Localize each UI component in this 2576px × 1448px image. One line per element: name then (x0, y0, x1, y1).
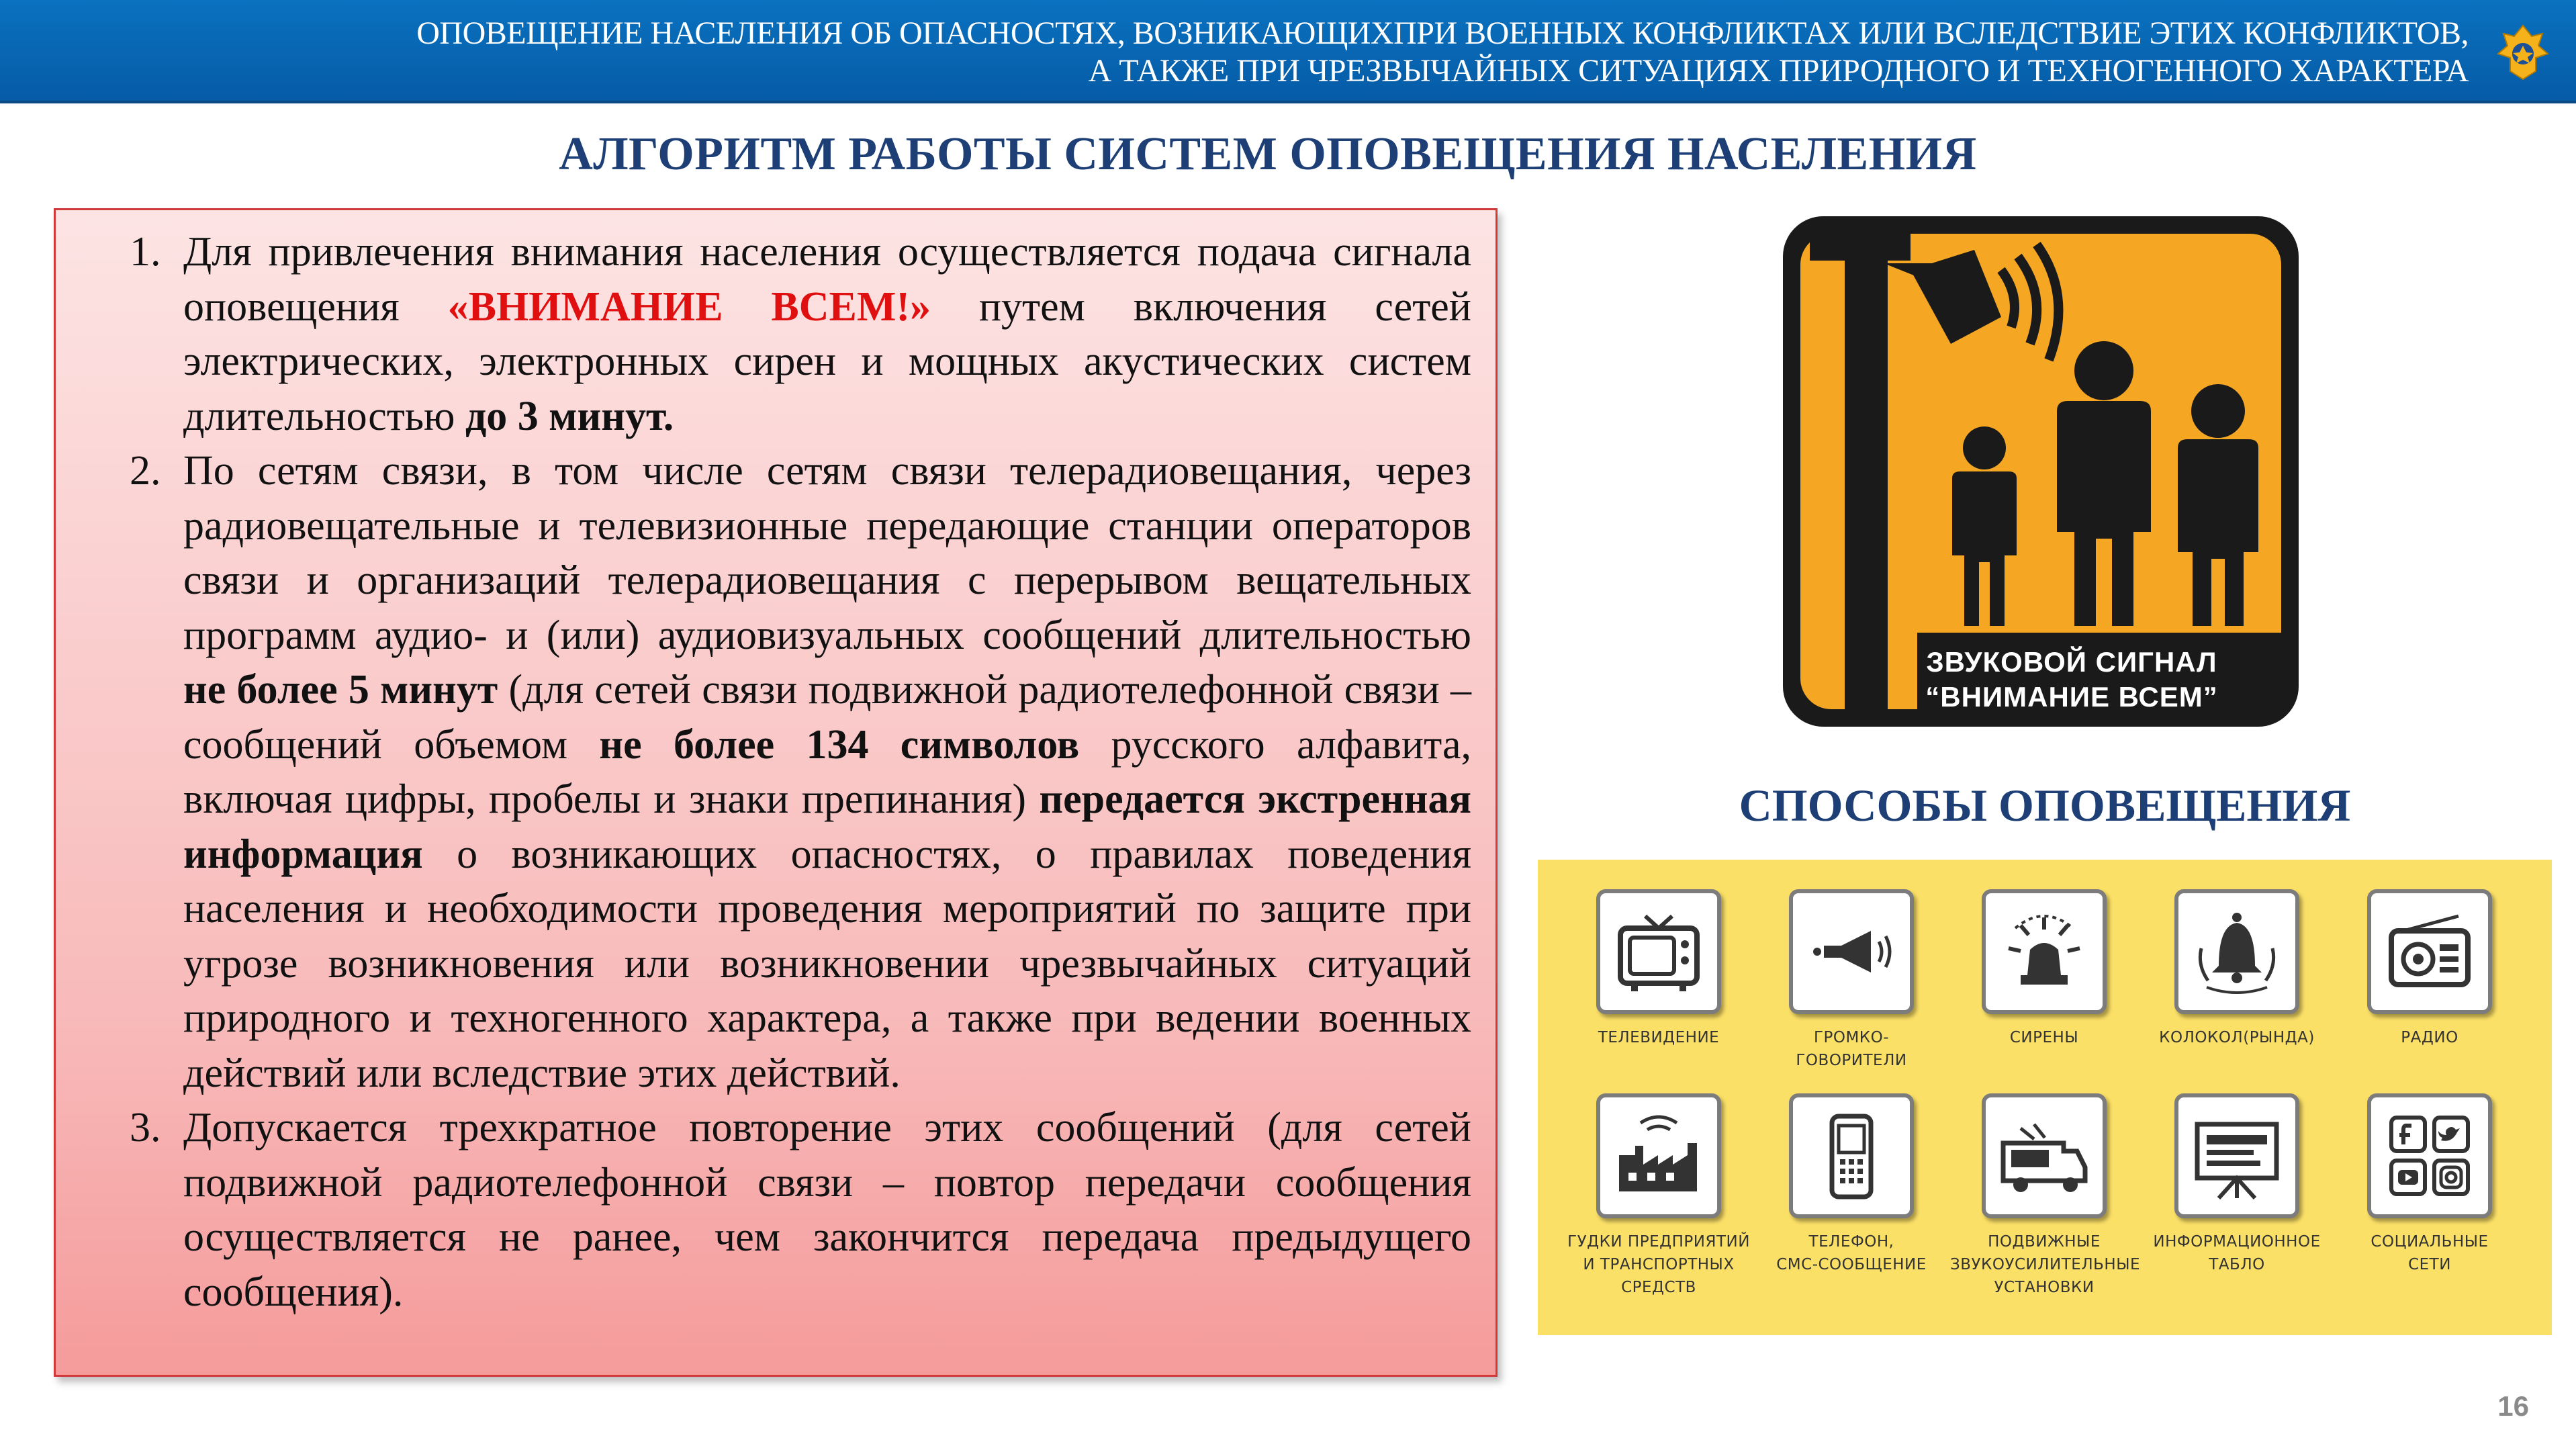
method-tv (1565, 889, 1753, 1049)
method-label: ГУДКИ ПРЕДПРИЯТИЙ И ТРАНСПОРТНЫХ СРЕДСТВ (1567, 1233, 1750, 1296)
algorithm-item-3 (76, 1101, 1471, 1320)
method-label: ПОДВИЖНЫЕ ЗВУКОУСИЛИТЕЛЬНЫЕ УСТАНОВКИ (1950, 1233, 2141, 1296)
methods-title: СПОСОБЫ ОПОВЕЩЕНИЯ (1739, 780, 2351, 831)
text-segment: русского алфавита, включая цифры, пробелы и знаки препинания) (183, 721, 1471, 822)
header-title (185, 15, 2469, 90)
caption-line: “ВНИМАНИЕ ВСЕМ” (1925, 681, 2218, 713)
phone-icon (1789, 1093, 1914, 1218)
algorithm-box (54, 208, 1498, 1377)
algorithm-list (76, 225, 1471, 1320)
method-label: ТЕЛЕВИДЕНИЕ (1598, 1029, 1720, 1046)
page-title: АЛГОРИТМ РАБОТЫ СИСТЕМ ОПОВЕЩЕНИЯ НАСЕЛЕНИЯ (559, 128, 1977, 180)
method-radio (2336, 889, 2524, 1049)
van-icon (1982, 1093, 2107, 1218)
symbols-highlight: не более 134 символов (599, 721, 1080, 768)
method-phone-sms (1757, 1093, 1945, 1276)
method-social-networks (2336, 1093, 2524, 1276)
caption-line: ЗВУКОВОЙ СИГНАЛ (1926, 646, 2217, 678)
attention-signal-highlight: «ВНИМАНИЕ ВСЕМ!» (447, 283, 931, 330)
text-segment: По сетям связи, в том числе сетям связи телерадиовещания, через радиовещательные и телевизионные передающие станции операторов связи и организаций телерадиовещания с перерывом вещательных программ аудио- и (или) аудиовизуальных сообщений длительностью (183, 448, 1471, 658)
header-bar (0, 0, 2576, 103)
page-number: 16 (2497, 1390, 2529, 1422)
method-sirens (1950, 889, 2138, 1049)
bell-icon (2174, 889, 2299, 1014)
factory-icon (1596, 1093, 1721, 1218)
item-number: 3. (130, 1105, 161, 1150)
method-info-board (2143, 1093, 2331, 1276)
method-label: СИРЕНЫ (2009, 1029, 2079, 1046)
text-segment: путем включения сетей электрических, электронных сирен и мощных акустических систем длительностью (183, 283, 1471, 439)
method-label: ТЕЛЕФОН, СМС-СООБЩЕНИЕ (1776, 1233, 1927, 1273)
header-line-2: А ТАКЖЕ ПРИ ЧРЕЗВЫЧАЙНЫХ СИТУАЦИЯХ ПРИРОДНОГО И ТЕХНОГЕННОГО ХАРАКТЕРА (1088, 53, 2469, 89)
method-factory-horns (1565, 1093, 1753, 1299)
method-loudspeakers (1757, 889, 1945, 1072)
algorithm-item-1 (76, 225, 1471, 444)
signal-caption (1837, 645, 2307, 715)
method-label: РАДИО (2401, 1029, 2458, 1046)
item-number: 1. (130, 229, 161, 275)
tv-icon (1596, 889, 1721, 1014)
method-bell (2143, 889, 2331, 1049)
pole-shape (1845, 234, 1888, 709)
item-text: Допускается трехкратное повторение этих сообщений (для сетей подвижной радиотелефонной связи – повтор передачи сообщения осуществляется не ранее, чем закончится передача предыдущего сообщения). (183, 1105, 1471, 1315)
header-line-1: ОПОВЕЩЕНИЕ НАСЕЛЕНИЯ ОБ ОПАСНОСТЯХ, ВОЗНИКАЮЩИХПРИ ВОЕННЫХ КОНФЛИКТАХ ИЛИ ВСЛЕДСТВИЕ ЭТИХ КОНФЛИКТОВ, (416, 15, 2469, 51)
item-number: 2. (130, 448, 161, 494)
algorithm-item-2 (76, 444, 1471, 1101)
emchs-emblem-icon (2494, 21, 2552, 83)
loudspeaker-icon (1789, 889, 1914, 1014)
attention-signal-image (1783, 216, 2299, 727)
method-label: ГРОМКО- ГОВОРИТЕЛИ (1796, 1029, 1907, 1069)
item-text (183, 225, 1471, 444)
method-mobile-loudspeakers (1950, 1093, 2141, 1299)
text-segment: о возникающих опасностях, о правилах поведения населения и необходимости проведения мероприятий по защите при угрозе возникновения или возникновении чрезвычайных ситуаций природного и техногенного характера, а также при ведении военных действий или вследствие этих действий. (183, 831, 1471, 1096)
duration-highlight: не более 5 минут (183, 667, 498, 713)
method-label: ИНФОРМАЦИОННОЕ ТАБЛО (2153, 1233, 2321, 1273)
text-segment: (для сетей связи подвижной радиотелефонной связи – сообщений объемом (183, 667, 1472, 768)
duration-highlight: до 3 минут. (465, 393, 674, 439)
item-text (183, 444, 1471, 1101)
text-segment: Для привлечения внимания населения осуществляется подача сигнала оповещения (183, 229, 1471, 330)
emergency-info-highlight: передается экстренная информация (183, 776, 1471, 877)
methods-panel (1538, 860, 2552, 1335)
siren-icon (1982, 889, 2107, 1014)
social-networks-icon (2367, 1093, 2492, 1218)
method-label: КОЛОКОЛ(РЫНДА) (2159, 1029, 2315, 1046)
method-label: СОЦИАЛЬНЫЕ СЕТИ (2371, 1233, 2489, 1273)
info-board-icon (2174, 1093, 2299, 1218)
radio-icon (2367, 889, 2492, 1014)
